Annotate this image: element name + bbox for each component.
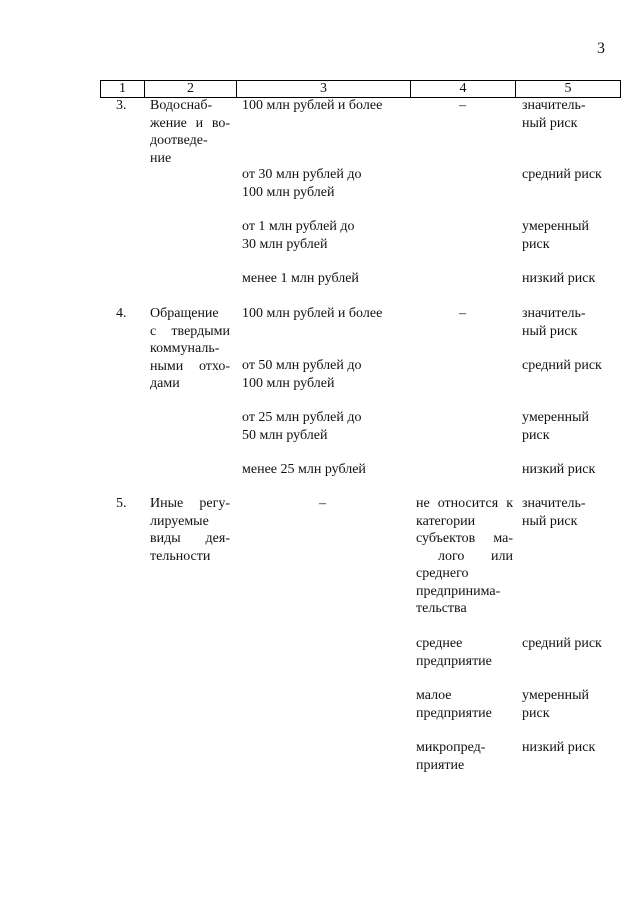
subject-line: предприятие bbox=[416, 653, 492, 669]
criterion-cell: 100 млн рублей и более bbox=[242, 98, 383, 113]
risk-cell bbox=[522, 218, 589, 253]
criterion-cell: 100 млн рублей и более bbox=[242, 306, 383, 321]
criterion-cell: менее 25 млн рублей bbox=[242, 462, 366, 477]
criterion-cell bbox=[242, 218, 355, 253]
risk-cell bbox=[522, 409, 589, 444]
risk-line: значитель- bbox=[522, 98, 586, 113]
category-line: коммуналь- bbox=[150, 341, 220, 356]
column-header: 4 bbox=[411, 81, 516, 98]
category-line: Обращение bbox=[150, 306, 219, 321]
column-header-row bbox=[101, 81, 621, 98]
criterion-line: от 25 млн рублей до bbox=[242, 410, 362, 425]
risk-line: ный риск bbox=[522, 115, 578, 131]
category-cell bbox=[150, 97, 230, 167]
risk-line: риск bbox=[522, 427, 550, 443]
subject-category-cell bbox=[416, 495, 513, 618]
category-line: лируемые bbox=[150, 513, 209, 529]
category-line: Водоснаб- bbox=[150, 98, 213, 113]
risk-cell: низкий риск bbox=[522, 740, 596, 755]
risk-line: умеренный bbox=[522, 410, 589, 425]
category-line: ными отхо- bbox=[150, 358, 230, 374]
subject-category-cell bbox=[416, 687, 492, 722]
category-line: тельности bbox=[150, 548, 211, 564]
subject-line: малое bbox=[416, 688, 452, 703]
dash-cell: – bbox=[459, 306, 466, 321]
risk-cell bbox=[522, 97, 586, 132]
risk-cell bbox=[522, 687, 589, 722]
subject-line: не относится к bbox=[416, 496, 513, 511]
column-header: 3 bbox=[237, 81, 411, 98]
subject-category-cell bbox=[416, 635, 492, 670]
criterion-line: 100 млн рублей bbox=[242, 375, 335, 391]
subject-line: среднего bbox=[416, 566, 469, 581]
risk-line: значитель- bbox=[522, 496, 586, 511]
subject-line: предприятие bbox=[416, 705, 492, 721]
category-line: дами bbox=[150, 376, 180, 391]
page-number: 3 bbox=[597, 40, 605, 57]
criterion-line: 50 млн рублей bbox=[242, 427, 328, 443]
risk-cell: средний риск bbox=[522, 167, 602, 182]
category-line: Иные регу- bbox=[150, 496, 230, 511]
risk-line: умеренный bbox=[522, 688, 589, 703]
category-cell bbox=[150, 305, 230, 393]
criterion-line: 100 млн рублей bbox=[242, 184, 335, 200]
criterion-cell bbox=[242, 166, 362, 201]
category-line: ние bbox=[150, 150, 172, 166]
subject-line: лого или bbox=[438, 548, 513, 564]
subject-line: микропред- bbox=[416, 740, 486, 755]
risk-line: умеренный bbox=[522, 219, 589, 234]
subject-category-cell bbox=[416, 739, 485, 774]
risk-cell: средний риск bbox=[522, 358, 602, 373]
category-line: доотведе- bbox=[150, 133, 208, 148]
risk-line: ный риск bbox=[522, 513, 578, 529]
row-number: 4. bbox=[116, 306, 127, 321]
risk-line: значитель- bbox=[522, 306, 586, 321]
dash-cell: – bbox=[459, 98, 466, 113]
column-header: 1 bbox=[101, 81, 145, 98]
criterion-cell: менее 1 млн рублей bbox=[242, 271, 359, 286]
risk-cell: низкий риск bbox=[522, 462, 596, 477]
category-line: виды дея- bbox=[150, 531, 230, 546]
subject-line: приятие bbox=[416, 757, 465, 773]
subject-line: тельства bbox=[416, 601, 467, 616]
risk-cell bbox=[522, 305, 586, 340]
criterion-line: от 30 млн рублей до bbox=[242, 167, 362, 182]
risk-cell bbox=[522, 495, 586, 530]
subject-line: категории bbox=[416, 513, 476, 529]
row-number: 3. bbox=[116, 98, 127, 113]
criterion-cell bbox=[242, 409, 362, 444]
subject-line: субъектов ма- bbox=[416, 531, 513, 546]
risk-cell: низкий риск bbox=[522, 271, 596, 286]
criterion-line: от 50 млн рублей до bbox=[242, 358, 362, 373]
row-number: 5. bbox=[116, 496, 127, 511]
risk-line: ный риск bbox=[522, 323, 578, 339]
risk-line: риск bbox=[522, 705, 550, 721]
category-cell bbox=[150, 495, 230, 565]
criterion-line: 30 млн рублей bbox=[242, 236, 328, 252]
column-header: 5 bbox=[516, 81, 621, 98]
column-header: 2 bbox=[145, 81, 237, 98]
subject-line: среднее bbox=[416, 636, 463, 651]
category-line: с твердыми bbox=[150, 323, 230, 339]
subject-line: предпринима- bbox=[416, 583, 501, 599]
column-header-table bbox=[100, 80, 621, 98]
dash-cell: – bbox=[319, 496, 326, 511]
criterion-cell bbox=[242, 357, 362, 392]
risk-cell: средний риск bbox=[522, 636, 602, 651]
category-line: жение и во- bbox=[150, 115, 230, 131]
risk-line: риск bbox=[522, 236, 550, 252]
criterion-line: от 1 млн рублей до bbox=[242, 219, 355, 234]
